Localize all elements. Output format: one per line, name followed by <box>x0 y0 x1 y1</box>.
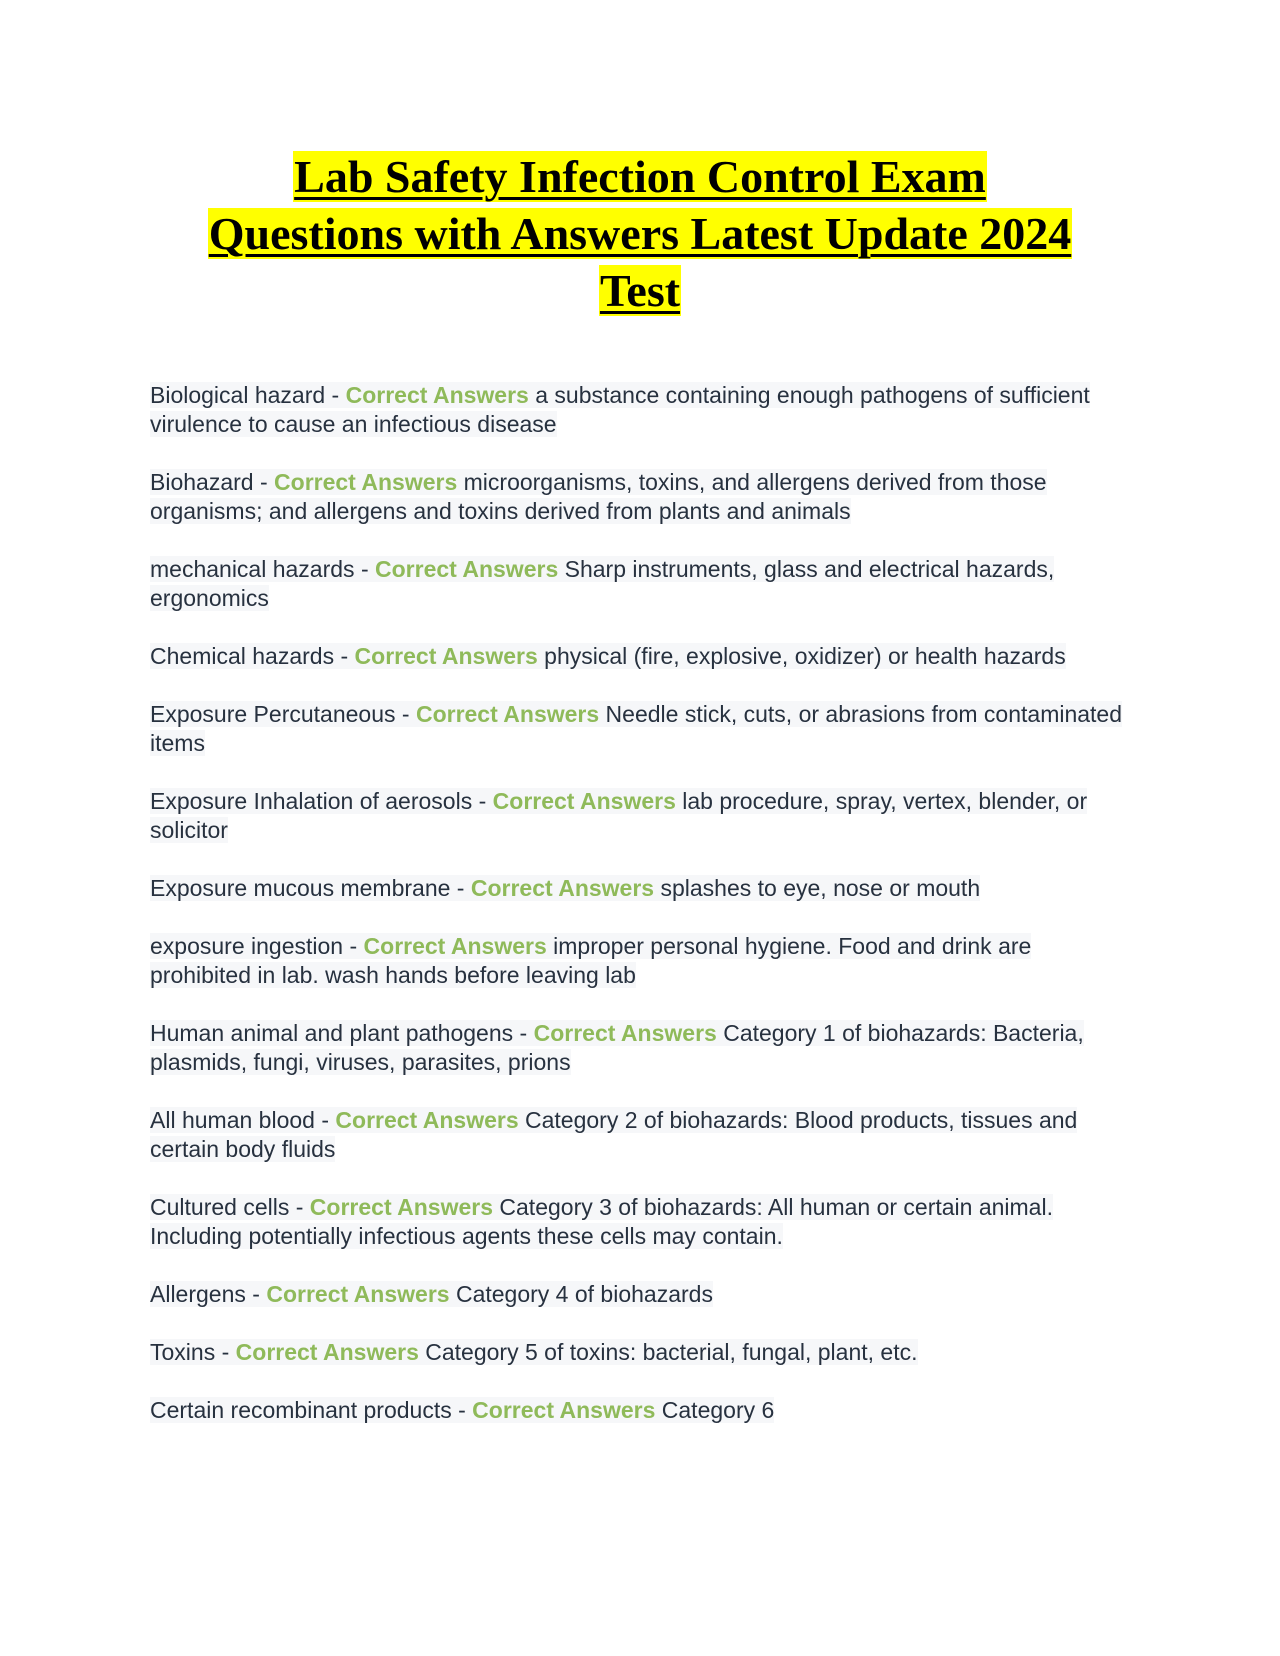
qa-definition: Category 1 of biohazards: Bacteria, plasmids, fungi, viruses, parasites, prions <box>150 1020 1084 1075</box>
qa-term: Human animal and plant pathogens <box>150 1020 514 1046</box>
qa-term: Chemical hazards <box>150 643 335 669</box>
qa-separator: - <box>334 643 355 669</box>
correct-answers-label: Correct Answers <box>533 1020 717 1046</box>
correct-answers-label: Correct Answers <box>274 469 458 495</box>
qa-term: mechanical hazards <box>150 556 355 582</box>
qa-separator: - <box>451 1397 473 1423</box>
title-line-1: Lab Safety Infection Control Exam <box>294 151 986 202</box>
title-line-2: Questions with Answers Latest Update 2024 <box>208 208 1072 259</box>
qa-term: exposure ingestion <box>150 933 344 959</box>
qa-item <box>150 932 1130 990</box>
correct-answers-label: Correct Answers <box>354 643 538 669</box>
qa-item <box>150 1106 1130 1164</box>
qa-item <box>150 700 1130 758</box>
qa-item <box>150 1193 1130 1251</box>
correct-answers-label: Correct Answers <box>375 556 559 582</box>
correct-answers-label: Correct Answers <box>472 1397 656 1423</box>
qa-separator: - <box>395 701 416 727</box>
qa-definition: Category 3 of biohazards: All human or certain animal. Including potentially infectious agents these cells may contain. <box>150 1194 1053 1249</box>
qa-term: Cultured cells <box>150 1194 290 1220</box>
qa-definition: lab procedure, spray, vertex, blender, or solicitor <box>150 788 1088 843</box>
qa-definition: Sharp instruments, glass and electrical hazards, ergonomics <box>150 556 1055 611</box>
qa-separator: - <box>245 1281 267 1307</box>
qa-separator: - <box>472 788 493 814</box>
qa-item <box>150 1019 1130 1077</box>
qa-item <box>150 642 1130 671</box>
qa-definition: Category 4 of biohazards <box>449 1281 713 1307</box>
qa-separator: - <box>343 933 364 959</box>
qa-item <box>150 874 1130 903</box>
qa-definition: physical (fire, explosive, oxidizer) or health hazards <box>537 643 1066 669</box>
qa-definition: Needle stick, cuts, or abrasions from contaminated items <box>150 701 1123 756</box>
qa-term: Certain recombinant products <box>150 1397 452 1423</box>
correct-answers-label: Correct Answers <box>335 1107 519 1133</box>
qa-separator: - <box>215 1339 236 1365</box>
qa-definition: Category 5 of toxins: bacterial, fungal, plant, etc. <box>418 1339 918 1365</box>
qa-item <box>150 1396 1130 1425</box>
qa-term: Biological hazard <box>150 382 326 408</box>
qa-term: Toxins <box>150 1339 216 1365</box>
correct-answers-label: Correct Answers <box>345 382 529 408</box>
qa-term: Allergens <box>150 1281 246 1307</box>
qa-definition: Category 6 <box>655 1397 775 1423</box>
qa-separator: - <box>325 382 346 408</box>
qa-term: All human blood <box>150 1107 315 1133</box>
correct-answers-label: Correct Answers <box>492 788 676 814</box>
qa-separator: - <box>354 556 376 582</box>
correct-answers-label: Correct Answers <box>470 875 655 901</box>
qa-separator: - <box>450 875 471 901</box>
qa-item <box>150 1338 1130 1367</box>
qa-term: Exposure mucous membrane <box>150 875 451 901</box>
document-title <box>150 148 1130 319</box>
qa-definition: improper personal hygiene. Food and drink are prohibited in lab. wash hands before leaving lab <box>150 933 1032 988</box>
qa-term: Exposure Inhalation of aerosols <box>150 788 473 814</box>
qa-item <box>150 468 1130 526</box>
correct-answers-label: Correct Answers <box>363 933 547 959</box>
qa-item <box>150 381 1130 439</box>
title-line-3: Test <box>599 265 681 316</box>
qa-definition: a substance containing enough pathogens of sufficient virulence to cause an infectious disease <box>150 382 1090 437</box>
correct-answers-label: Correct Answers <box>235 1339 419 1365</box>
qa-list <box>150 381 1130 1454</box>
qa-term: Biohazard <box>150 469 254 495</box>
qa-separator: - <box>513 1020 534 1046</box>
qa-definition: microorganisms, toxins, and allergens derived from those organisms; and allergens and toxins derived from plants and animals <box>150 469 1047 524</box>
correct-answers-label: Correct Answers <box>309 1194 494 1220</box>
qa-definition: splashes to eye, nose or mouth <box>654 875 981 901</box>
qa-definition: Category 2 of biohazards: Blood products, tissues and certain body fluids <box>150 1107 1078 1162</box>
qa-separator: - <box>314 1107 336 1133</box>
qa-separator: - <box>253 469 275 495</box>
qa-separator: - <box>289 1194 310 1220</box>
qa-item <box>150 1280 1130 1309</box>
qa-term: Exposure Percutaneous <box>150 701 396 727</box>
qa-item <box>150 555 1130 613</box>
correct-answers-label: Correct Answers <box>266 1281 450 1307</box>
correct-answers-label: Correct Answers <box>415 701 600 727</box>
qa-item <box>150 787 1130 845</box>
